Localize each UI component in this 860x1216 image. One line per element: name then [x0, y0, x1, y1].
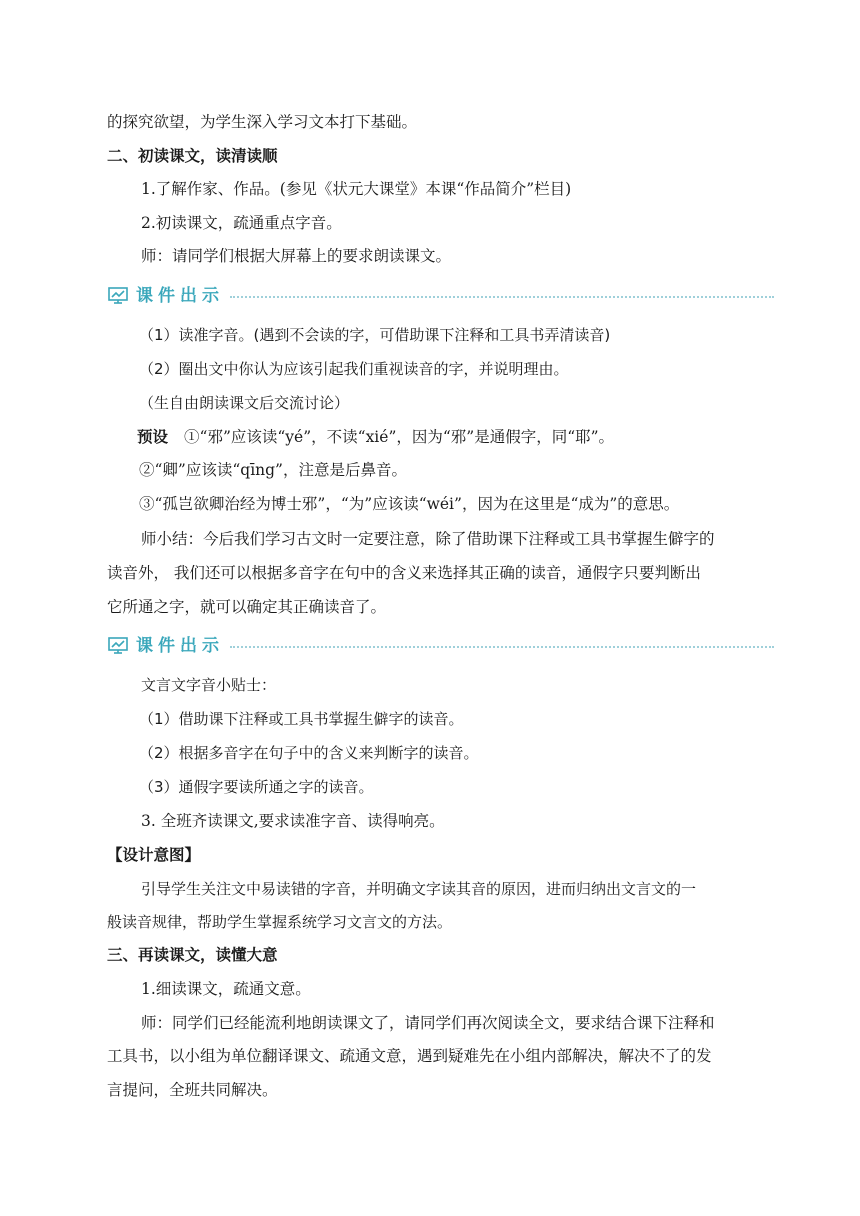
section-heading: 二、初读课文，读清读顺 — [107, 147, 278, 165]
courseware-line: （2）圈出文中你认为应该引起我们重视读音的字，并说明理由。 — [139, 360, 569, 378]
design-intent-line: 般读音规律，帮助学生掌握系统学习文言文的方法。 — [107, 913, 453, 931]
paragraph-line: 2.初读课文，疏通重点字音。 — [141, 214, 342, 232]
paragraph-line: 师小结：今后我们学习古文时一定要注意，除了借助课下注释或工具书掌握生僻字的 — [141, 530, 715, 548]
preset-line — [137, 427, 614, 447]
preset-item: ③“孤岂欲卿治经为博士邪”，“为”应该读“wéi”，因为在这里是“成为”的意思。 — [139, 495, 680, 513]
presentation-icon — [108, 637, 128, 654]
tips-line: （1）借助课下注释或工具书掌握生僻字的读音。 — [139, 710, 464, 728]
courseware-banner — [108, 635, 774, 657]
tips-line: （3）通假字要读所通之字的读音。 — [139, 778, 374, 796]
presentation-icon — [108, 287, 128, 304]
preset-label: 预设 — [137, 428, 169, 446]
paragraph-line: 1.细读课文，疏通文意。 — [141, 980, 311, 998]
paragraph-line: 言提问，全班共同解决。 — [107, 1081, 278, 1099]
paragraph-line: 的探究欲望，为学生深入学习文本打下基础。 — [107, 113, 418, 131]
tips-title: 文言文字音小贴士： — [141, 676, 277, 694]
paragraph-line: 师：同学们已经能流利地朗读课文了，请同学们再次阅读全文，要求结合课下注释和 — [141, 1014, 715, 1032]
paragraph-line: 1.了解作家、作品。(参见《状元大课堂》本课“作品简介”栏目) — [141, 180, 572, 198]
preset-item: ①“邪”应该读“yé”，不读“xié”，因为“邪”是通假字，同“耶”。 — [184, 428, 615, 446]
courseware-line: （1）读准字音。(遇到不会读的字，可借助课下注释和工具书弄清读音) — [139, 326, 611, 344]
paragraph-line: 它所通之字，就可以确定其正确读音了。 — [107, 598, 387, 616]
dotted-divider — [230, 646, 774, 648]
paragraph-line: 工具书，以小组为单位翻译课文、疏通文意，遇到疑难先在小组内部解决，解决不了的发 — [107, 1047, 712, 1065]
preset-item: ②“卿”应该读“qīng”，注意是后鼻音。 — [139, 461, 407, 479]
section-heading: 三、再读课文，读懂大意 — [107, 946, 278, 964]
paragraph-line: 3. 全班齐读课文,要求读准字音、读得响亮。 — [141, 812, 445, 830]
courseware-line: （生自由朗读课文后交流讨论） — [139, 394, 350, 412]
banner-title: 课件出示 — [136, 636, 224, 656]
paragraph-line: 读音外， 我们还可以根据多音字在句中的含义来选择其正确的读音，通假字只要判断出 — [107, 564, 701, 582]
design-intent-line: 引导学生关注文中易读错的字音，并明确文字读其音的原因，进而归纳出文言文的一 — [141, 880, 697, 898]
banner-title: 课件出示 — [136, 286, 224, 306]
tips-line: （2）根据多音字在句子中的含义来判断字的读音。 — [139, 744, 479, 762]
dotted-divider — [230, 296, 774, 298]
paragraph-line: 师：请同学们根据大屏幕上的要求朗读课文。 — [141, 247, 452, 265]
design-intent-label: 【设计意图】 — [107, 846, 201, 864]
courseware-banner — [108, 285, 774, 307]
